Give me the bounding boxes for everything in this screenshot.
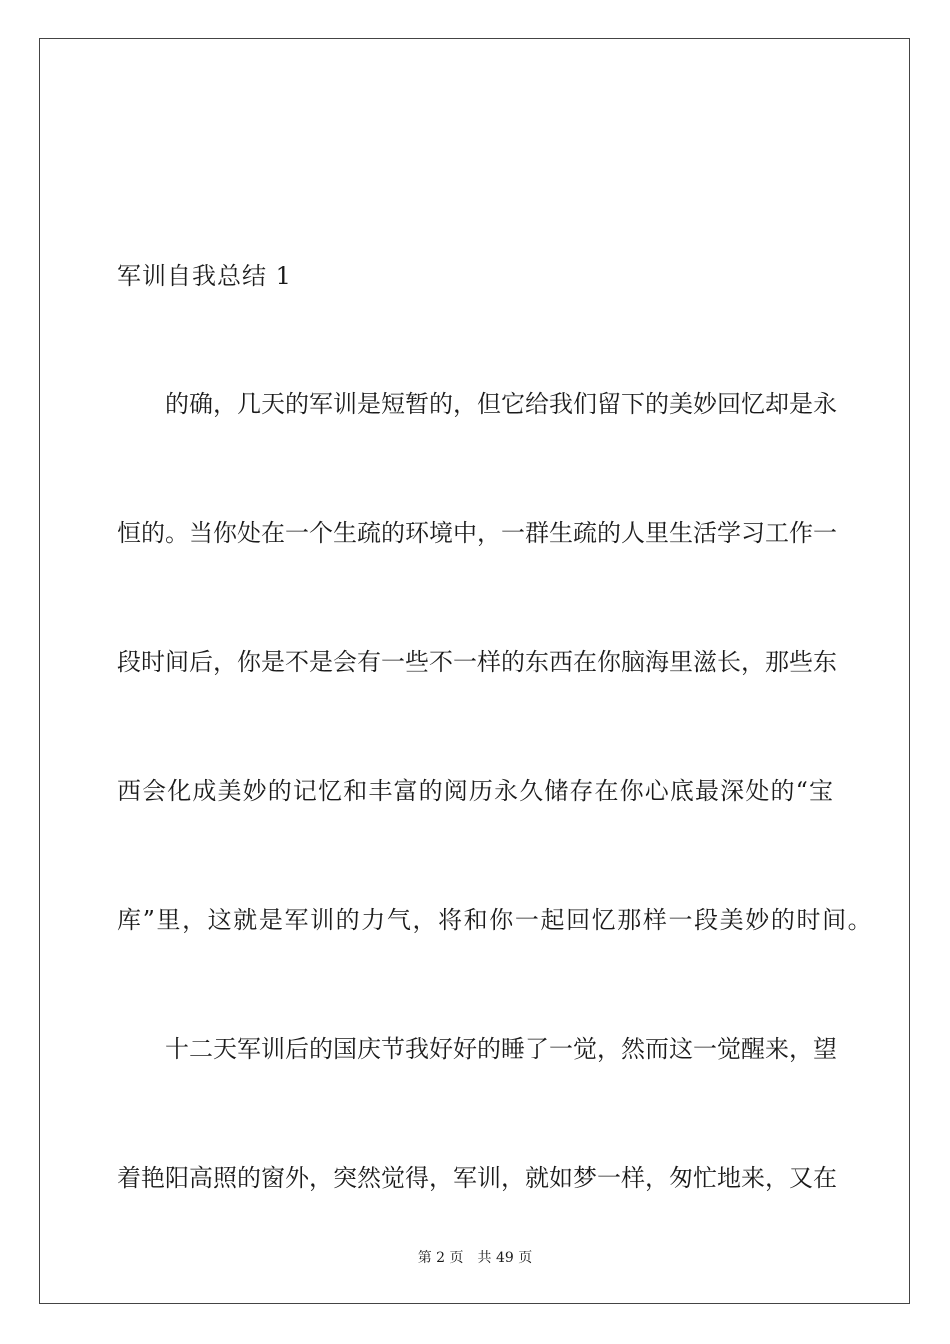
paragraph-2-line-1: 十二天军训后的国庆节我好好的睡了一觉，然而这一觉醒来，望 [165,1035,837,1063]
paragraph-1-line-2: 恒的。当你处在一个生疏的环境中，一群生疏的人里生活学习工作一 [117,519,837,547]
document-title: 军训自我总结 1 [117,262,292,290]
paragraph-2-line-2: 着艳阳高照的窗外，突然觉得，军训，就如梦一样，匆忙地来，又在 [117,1164,837,1192]
paragraph-1-line-4: 西会化成美妙的记忆和丰富的阅历永久储存在你心底最深处的“宝 [117,777,833,805]
page-total: 共 49 页 [477,1250,533,1266]
paragraph-1-line-1: 的确，几天的军训是短暂的，但它给我们留下的美妙回忆却是永 [165,390,837,418]
page-footer [0,1247,950,1267]
paragraph-1-line-3: 段时间后，你是不是会有一些不一样的东西在你脑海里滋长，那些东 [117,648,837,676]
paragraph-1-line-5: 库”里，这就是军训的力气，将和你一起回忆那样一段美妙的时间。 [117,906,874,934]
page-number: 第 2 页 [417,1250,464,1266]
